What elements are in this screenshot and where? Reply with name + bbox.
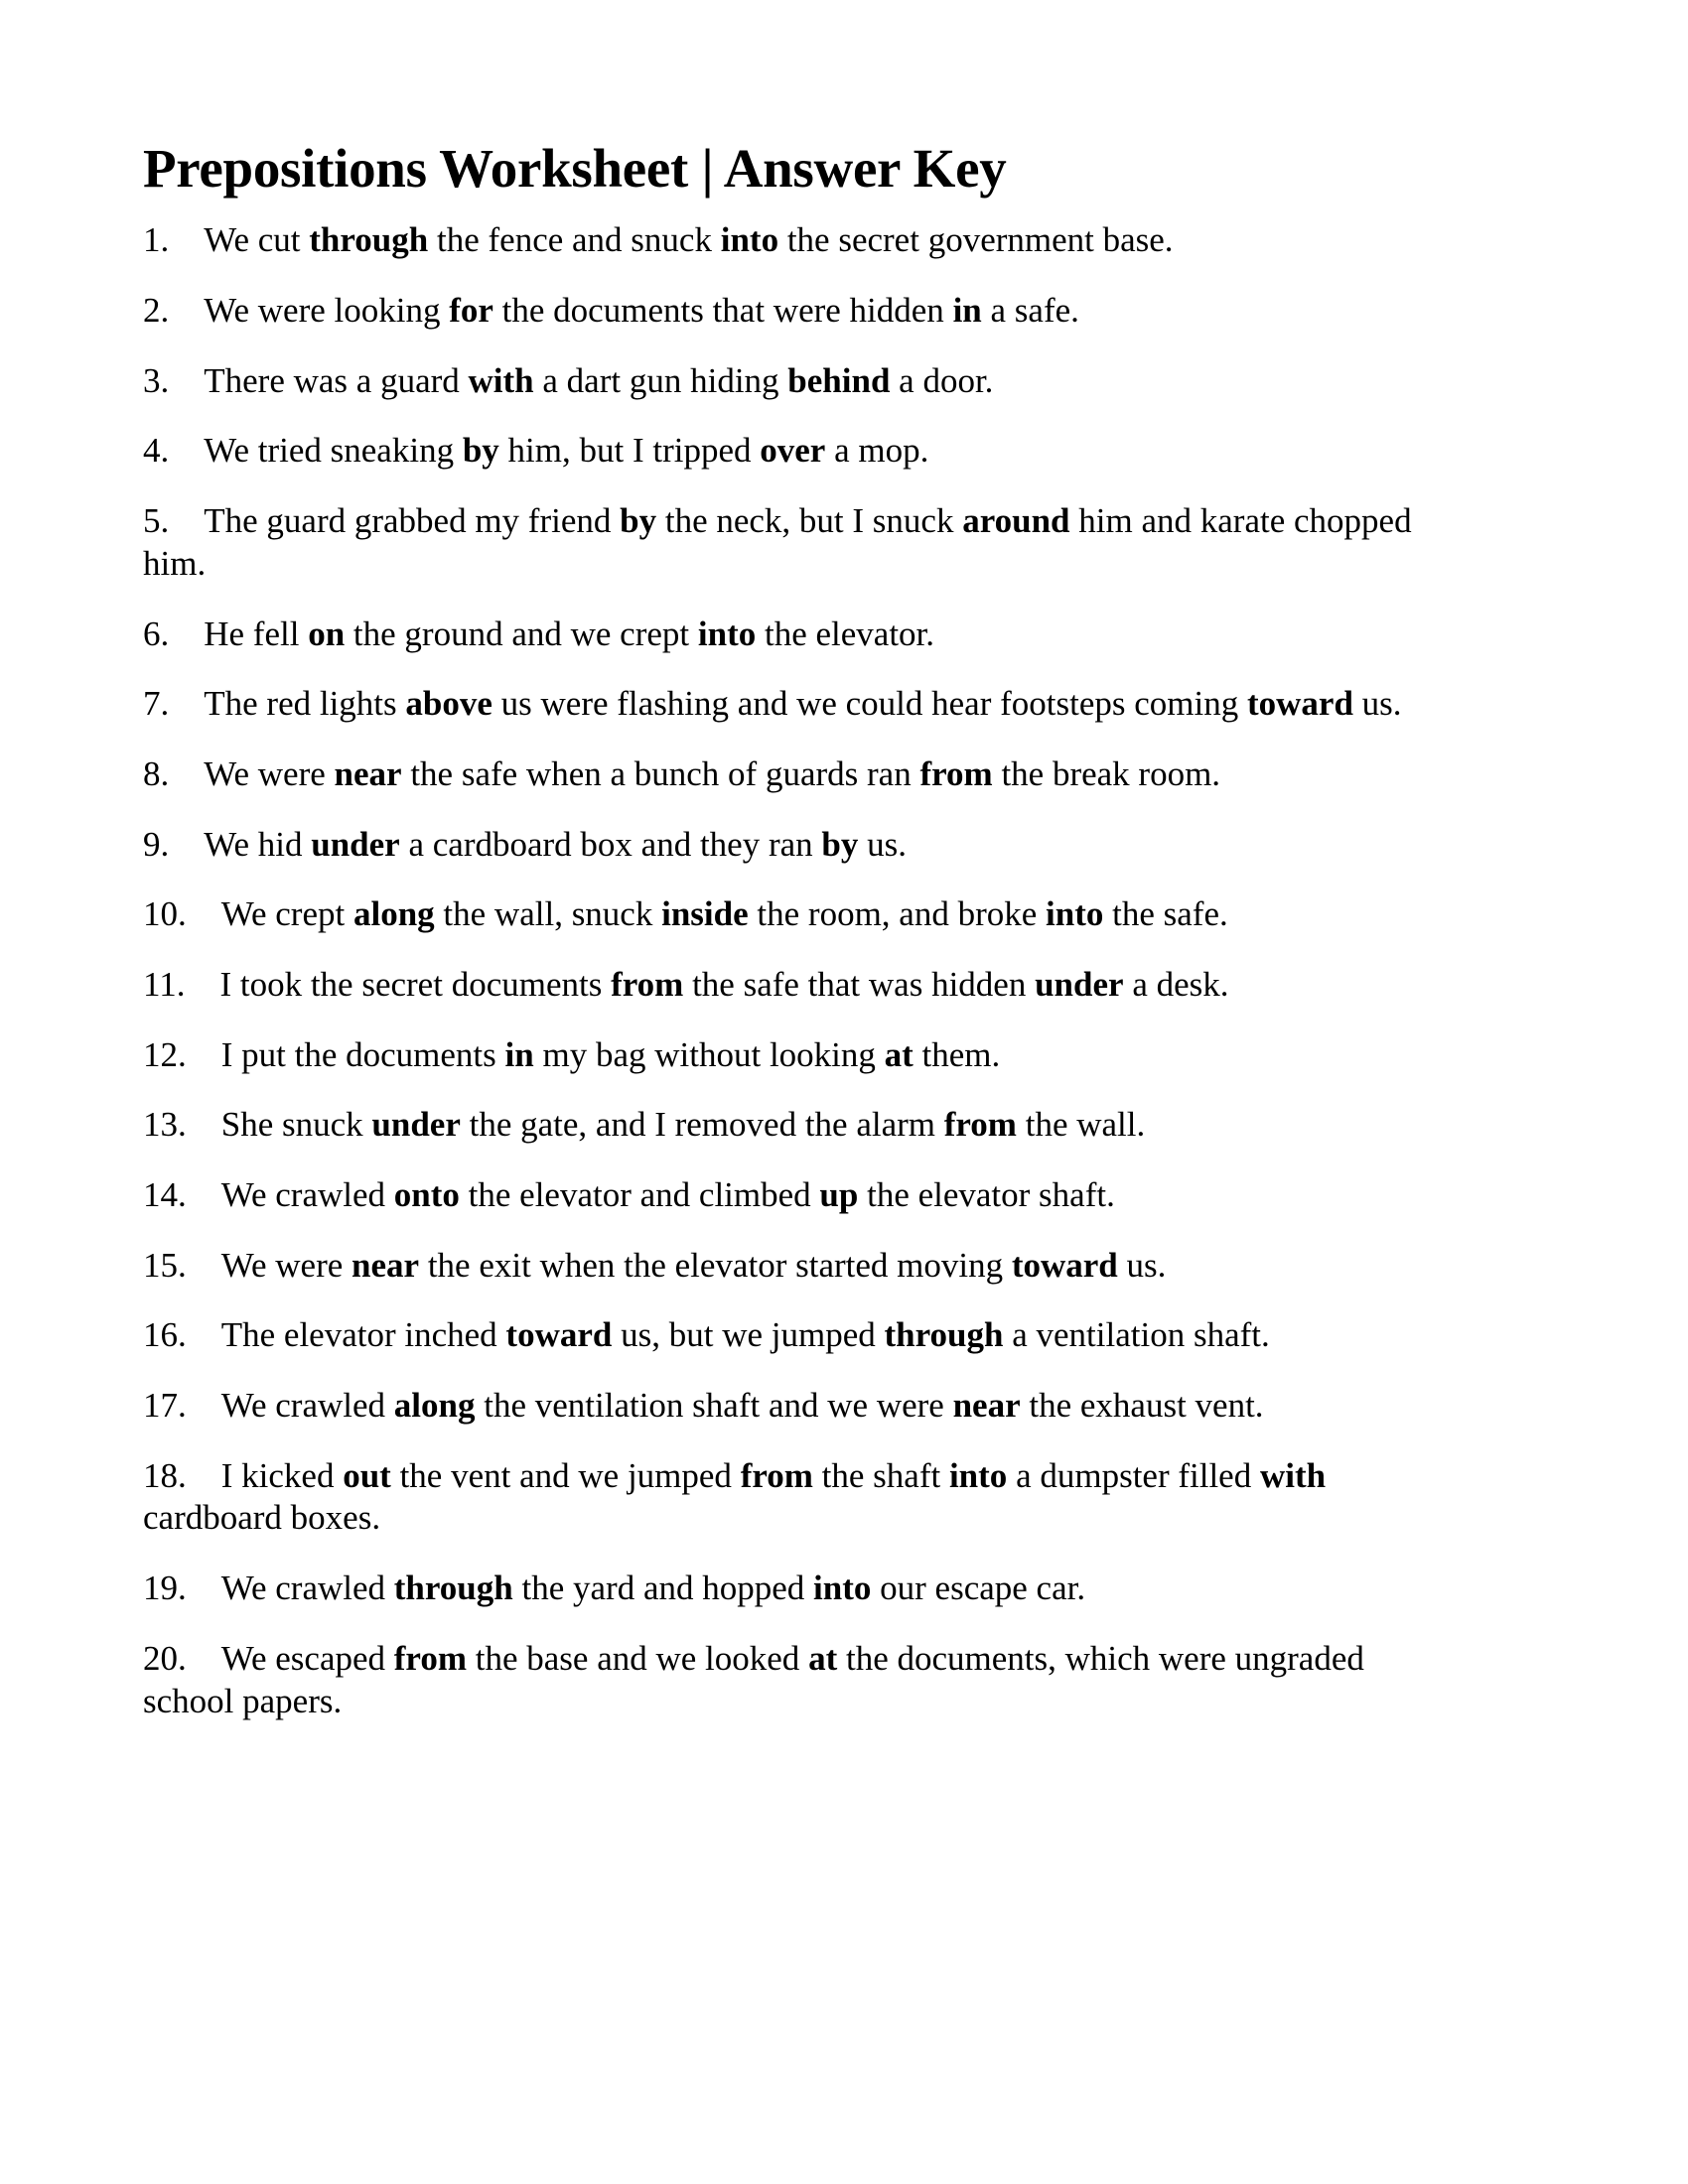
- sentence-text: the elevator and climbed: [459, 1175, 820, 1215]
- answer-item: [143, 1104, 1424, 1147]
- sentence-text: We tried sneaking: [204, 431, 463, 471]
- sentence-text: a dumpster filled: [1007, 1455, 1260, 1495]
- answer-item: [143, 1314, 1424, 1357]
- preposition-answer: along: [393, 1386, 476, 1426]
- answer-number: 1.: [143, 220, 205, 260]
- preposition-answer: into: [720, 220, 779, 260]
- preposition-answer: inside: [661, 894, 749, 934]
- preposition-answer: through: [393, 1569, 513, 1608]
- answer-number: 13.: [143, 1105, 221, 1145]
- answer-number: 3.: [143, 360, 205, 400]
- preposition-answer: at: [884, 1034, 914, 1074]
- preposition-answer: into: [813, 1569, 872, 1608]
- preposition-answer: through: [309, 220, 429, 260]
- document-body: [143, 139, 1424, 1750]
- preposition-answer: into: [948, 1455, 1008, 1495]
- answer-item: [143, 1638, 1424, 1722]
- sentence-text: cardboard boxes.: [143, 1498, 381, 1538]
- sentence-text: the vent and we jumped: [390, 1455, 741, 1495]
- sentence-text: a mop.: [825, 431, 929, 471]
- sentence-text: our escape car.: [871, 1569, 1086, 1608]
- answer-item: [143, 1245, 1424, 1288]
- sentence-text: them.: [913, 1034, 1001, 1074]
- answer-sentence: [204, 754, 1220, 793]
- sentence-text: the elevator shaft.: [858, 1175, 1115, 1215]
- sentence-text: She snuck: [220, 1105, 372, 1145]
- preposition-answer: around: [962, 501, 1070, 541]
- sentence-text: the secret government base.: [778, 220, 1174, 260]
- sentence-text: the safe when a bunch of guards ran: [401, 753, 920, 793]
- sentence-text: the base and we looked: [467, 1638, 809, 1678]
- sentence-text: We escaped: [220, 1638, 394, 1678]
- preposition-answer: near: [352, 1245, 420, 1285]
- answer-number: 10.: [143, 894, 221, 934]
- answer-item: [143, 1568, 1424, 1610]
- sentence-text: us.: [858, 824, 907, 864]
- sentence-text: the ventilation shaft and we were: [475, 1386, 953, 1426]
- answer-sentence: [221, 1386, 1264, 1425]
- sentence-text: We were: [204, 753, 335, 793]
- answer-sentence: [204, 291, 1079, 330]
- sentence-text: a dart gun hiding: [533, 360, 788, 400]
- preposition-answer: with: [468, 360, 534, 400]
- preposition-answer: in: [952, 291, 982, 331]
- answer-sentence: [221, 894, 1228, 933]
- sentence-text: the yard and hopped: [512, 1569, 814, 1608]
- preposition-answer: by: [462, 431, 499, 471]
- sentence-text: We cut: [204, 220, 310, 260]
- sentence-text: We hid: [204, 824, 312, 864]
- answer-sentence: [204, 431, 928, 470]
- sentence-text: the safe that was hidden: [683, 964, 1036, 1004]
- sentence-text: a door.: [890, 360, 994, 400]
- answer-number: 12.: [143, 1034, 221, 1074]
- answer-item: [143, 614, 1424, 656]
- sentence-text: us.: [1117, 1245, 1167, 1285]
- answer-sentence: [204, 220, 1173, 259]
- sentence-text: the elevator.: [756, 614, 935, 653]
- sentence-text: the wall.: [1016, 1105, 1146, 1145]
- sentence-text: We crept: [220, 894, 353, 934]
- preposition-answer: from: [393, 1638, 467, 1678]
- sentence-text: The elevator inched: [220, 1315, 506, 1355]
- sentence-text: a desk.: [1123, 964, 1229, 1004]
- preposition-answer: over: [760, 431, 826, 471]
- answer-number: 7.: [143, 684, 205, 724]
- answer-item: [143, 753, 1424, 796]
- answer-item: [143, 1455, 1424, 1540]
- sentence-text: the documents, which were ungraded school papers.: [143, 1638, 1364, 1720]
- answer-list: [143, 219, 1424, 1722]
- sentence-text: I put the documents: [220, 1034, 505, 1074]
- sentence-text: a cardboard box and they ran: [399, 824, 822, 864]
- preposition-answer: near: [334, 753, 402, 793]
- answer-sentence: [221, 1105, 1146, 1144]
- preposition-answer: for: [449, 291, 493, 331]
- sentence-text: The red lights: [204, 684, 406, 724]
- answer-item: [143, 1385, 1424, 1428]
- sentence-text: We were: [220, 1245, 352, 1285]
- sentence-text: I kicked: [220, 1455, 344, 1495]
- answer-sentence: [204, 361, 993, 400]
- sentence-text: us.: [1352, 684, 1402, 724]
- sentence-text: us, but we jumped: [612, 1315, 885, 1355]
- answer-sentence: [204, 684, 1401, 723]
- sentence-text: He fell: [204, 614, 309, 653]
- answer-number: 20.: [143, 1638, 221, 1678]
- preposition-answer: into: [1046, 894, 1104, 934]
- preposition-answer: under: [1035, 964, 1124, 1004]
- preposition-answer: out: [343, 1455, 391, 1495]
- sentence-text: the neck, but I snuck: [656, 501, 963, 541]
- preposition-answer: by: [620, 501, 657, 541]
- sentence-text: my bag without looking: [533, 1034, 885, 1074]
- answer-sentence: [221, 1315, 1270, 1354]
- sentence-text: the room, and broke: [748, 894, 1047, 934]
- answer-item: [143, 824, 1424, 867]
- answer-item: [143, 430, 1424, 473]
- sentence-text: him, but I tripped: [498, 431, 761, 471]
- preposition-answer: under: [371, 1105, 461, 1145]
- answer-item: [143, 1034, 1424, 1077]
- answer-sentence: [143, 1639, 1364, 1720]
- sentence-text: the gate, and I removed the alarm: [460, 1105, 944, 1145]
- answer-sentence: [221, 1246, 1167, 1285]
- sentence-text: us were flashing and we could hear footsteps coming: [492, 684, 1247, 724]
- preposition-answer: along: [352, 894, 435, 934]
- page-title: Prepositions Worksheet | Answer Key: [143, 138, 1007, 199]
- sentence-text: the exit when the elevator started moving: [419, 1245, 1012, 1285]
- preposition-answer: from: [740, 1455, 813, 1495]
- preposition-answer: at: [808, 1638, 838, 1678]
- preposition-answer: toward: [505, 1315, 613, 1355]
- answer-sentence: [143, 1456, 1326, 1538]
- sentence-text: a ventilation shaft.: [1003, 1315, 1270, 1355]
- answer-number: 6.: [143, 614, 205, 653]
- preposition-answer: into: [697, 614, 757, 653]
- sentence-text: There was a guard: [204, 360, 469, 400]
- preposition-answer: from: [611, 964, 684, 1004]
- preposition-answer: through: [884, 1315, 1004, 1355]
- preposition-answer: near: [952, 1386, 1021, 1426]
- sentence-text: I took the secret documents: [219, 964, 612, 1004]
- answer-number: 9.: [143, 824, 205, 864]
- sentence-text: the safe.: [1103, 894, 1228, 934]
- sentence-text: We crawled: [220, 1386, 394, 1426]
- answer-sentence: [221, 1035, 1001, 1074]
- sentence-text: the break room.: [992, 753, 1221, 793]
- answer-item: [143, 1174, 1424, 1217]
- sentence-text: him and karate chopped him.: [143, 501, 1412, 583]
- answer-number: 19.: [143, 1569, 221, 1608]
- answer-number: 16.: [143, 1315, 221, 1355]
- sentence-text: We crawled: [220, 1569, 394, 1608]
- answer-number: 14.: [143, 1175, 221, 1215]
- answer-item: [143, 290, 1424, 333]
- answer-number: 4.: [143, 431, 205, 471]
- preposition-answer: toward: [1011, 1245, 1118, 1285]
- answer-item: [143, 360, 1424, 403]
- preposition-answer: in: [504, 1034, 534, 1074]
- preposition-answer: with: [1259, 1455, 1327, 1495]
- answer-number: 15.: [143, 1245, 221, 1285]
- preposition-answer: under: [311, 824, 400, 864]
- answer-sentence: [143, 501, 1412, 583]
- sentence-text: We crawled: [220, 1175, 394, 1215]
- sentence-text: the wall, snuck: [434, 894, 662, 934]
- answer-item: [143, 219, 1424, 262]
- answer-sentence: [219, 965, 1228, 1004]
- answer-number: 5.: [143, 501, 205, 541]
- sentence-text: the exhaust vent.: [1020, 1386, 1264, 1426]
- sentence-text: a safe.: [981, 291, 1079, 331]
- sentence-text: the fence and snuck: [428, 220, 721, 260]
- answer-item: [143, 893, 1424, 936]
- sentence-text: the documents that were hidden: [492, 291, 953, 331]
- answer-sentence: [221, 1175, 1115, 1214]
- preposition-answer: above: [405, 684, 492, 724]
- preposition-answer: from: [919, 753, 993, 793]
- preposition-answer: behind: [787, 360, 891, 400]
- answer-item: [143, 964, 1424, 1007]
- answer-number: 2.: [143, 291, 205, 331]
- answer-number: 11.: [143, 964, 220, 1004]
- preposition-answer: from: [943, 1105, 1017, 1145]
- sentence-text: We were looking: [204, 291, 450, 331]
- answer-item: [143, 683, 1424, 726]
- sentence-text: the shaft: [812, 1455, 949, 1495]
- answer-number: 18.: [143, 1455, 221, 1495]
- answer-sentence: [221, 1569, 1085, 1607]
- sentence-text: The guard grabbed my friend: [204, 501, 621, 541]
- preposition-answer: by: [821, 824, 859, 864]
- preposition-answer: on: [308, 614, 346, 653]
- preposition-answer: onto: [393, 1175, 460, 1215]
- answer-item: [143, 500, 1424, 585]
- answer-number: 17.: [143, 1386, 221, 1426]
- preposition-answer: up: [819, 1175, 859, 1215]
- answer-sentence: [204, 825, 907, 864]
- sentence-text: the ground and we crept: [345, 614, 698, 653]
- preposition-answer: toward: [1246, 684, 1353, 724]
- answer-number: 8.: [143, 753, 205, 793]
- answer-sentence: [204, 614, 934, 653]
